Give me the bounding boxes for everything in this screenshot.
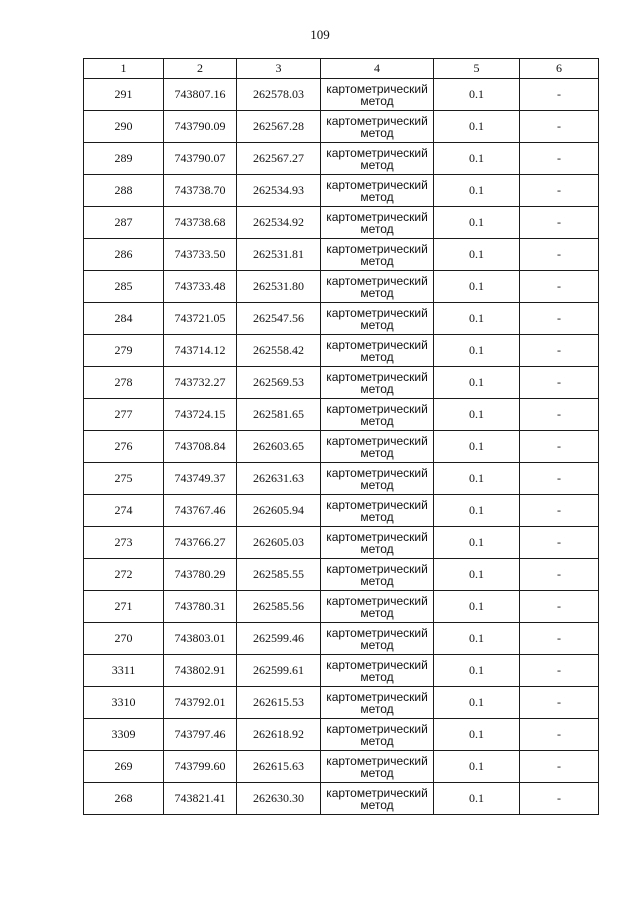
table-row xyxy=(84,655,599,687)
note-cell: - xyxy=(520,367,599,399)
accuracy-cell: 0.1 xyxy=(434,335,520,367)
table-row xyxy=(84,367,599,399)
note-cell: - xyxy=(520,111,599,143)
table-row xyxy=(84,687,599,719)
note-cell: - xyxy=(520,783,599,815)
accuracy-cell: 0.1 xyxy=(434,559,520,591)
point-number-cell: 279 xyxy=(84,335,164,367)
x-coordinate-cell: 743749.37 xyxy=(164,463,237,495)
accuracy-cell: 0.1 xyxy=(434,111,520,143)
y-coordinate-cell: 262599.46 xyxy=(237,623,321,655)
point-number-cell: 268 xyxy=(84,783,164,815)
table-row xyxy=(84,495,599,527)
x-coordinate-cell: 743799.60 xyxy=(164,751,237,783)
method-cell: картометрический метод xyxy=(321,655,434,687)
accuracy-cell: 0.1 xyxy=(434,495,520,527)
method-cell: картометрический метод xyxy=(321,175,434,207)
accuracy-cell: 0.1 xyxy=(434,367,520,399)
method-cell: картометрический метод xyxy=(321,271,434,303)
point-number-cell: 275 xyxy=(84,463,164,495)
accuracy-cell: 0.1 xyxy=(434,687,520,719)
table-row xyxy=(84,143,599,175)
y-coordinate-cell: 262605.03 xyxy=(237,527,321,559)
x-coordinate-cell: 743721.05 xyxy=(164,303,237,335)
header-row xyxy=(84,59,599,79)
y-coordinate-cell: 262567.27 xyxy=(237,143,321,175)
y-coordinate-cell: 262603.65 xyxy=(237,431,321,463)
method-cell: картометрический метод xyxy=(321,335,434,367)
note-cell: - xyxy=(520,751,599,783)
y-coordinate-cell: 262585.55 xyxy=(237,559,321,591)
table-row xyxy=(84,719,599,751)
y-coordinate-cell: 262558.42 xyxy=(237,335,321,367)
x-coordinate-cell: 743807.16 xyxy=(164,79,237,111)
coordinates-table xyxy=(83,58,599,815)
column-header-2: 2 xyxy=(164,59,237,79)
method-cell: картометрический метод xyxy=(321,79,434,111)
x-coordinate-cell: 743738.68 xyxy=(164,207,237,239)
note-cell: - xyxy=(520,655,599,687)
y-coordinate-cell: 262615.63 xyxy=(237,751,321,783)
y-coordinate-cell: 262581.65 xyxy=(237,399,321,431)
method-cell: картометрический метод xyxy=(321,591,434,623)
column-header-3: 3 xyxy=(237,59,321,79)
page-number: 109 xyxy=(310,27,330,42)
y-coordinate-cell: 262569.53 xyxy=(237,367,321,399)
x-coordinate-cell: 743724.15 xyxy=(164,399,237,431)
x-coordinate-cell: 743780.31 xyxy=(164,591,237,623)
x-coordinate-cell: 743738.70 xyxy=(164,175,237,207)
table-header xyxy=(84,59,599,79)
point-number-cell: 269 xyxy=(84,751,164,783)
point-number-cell: 270 xyxy=(84,623,164,655)
method-cell: картометрический метод xyxy=(321,559,434,591)
method-cell: картометрический метод xyxy=(321,143,434,175)
note-cell: - xyxy=(520,591,599,623)
method-cell: картометрический метод xyxy=(321,623,434,655)
accuracy-cell: 0.1 xyxy=(434,431,520,463)
note-cell: - xyxy=(520,239,599,271)
point-number-cell: 272 xyxy=(84,559,164,591)
y-coordinate-cell: 262630.30 xyxy=(237,783,321,815)
x-coordinate-cell: 743733.48 xyxy=(164,271,237,303)
x-coordinate-cell: 743732.27 xyxy=(164,367,237,399)
note-cell: - xyxy=(520,527,599,559)
x-coordinate-cell: 743797.46 xyxy=(164,719,237,751)
note-cell: - xyxy=(520,143,599,175)
x-coordinate-cell: 743803.01 xyxy=(164,623,237,655)
x-coordinate-cell: 743714.12 xyxy=(164,335,237,367)
table-row xyxy=(84,207,599,239)
table-row xyxy=(84,111,599,143)
column-header-5: 5 xyxy=(434,59,520,79)
table-row xyxy=(84,431,599,463)
x-coordinate-cell: 743767.46 xyxy=(164,495,237,527)
point-number-cell: 285 xyxy=(84,271,164,303)
accuracy-cell: 0.1 xyxy=(434,591,520,623)
accuracy-cell: 0.1 xyxy=(434,239,520,271)
accuracy-cell: 0.1 xyxy=(434,143,520,175)
point-number-cell: 290 xyxy=(84,111,164,143)
accuracy-cell: 0.1 xyxy=(434,783,520,815)
point-number-cell: 289 xyxy=(84,143,164,175)
y-coordinate-cell: 262599.61 xyxy=(237,655,321,687)
table-row xyxy=(84,463,599,495)
table-row xyxy=(84,751,599,783)
y-coordinate-cell: 262615.53 xyxy=(237,687,321,719)
x-coordinate-cell: 743790.09 xyxy=(164,111,237,143)
accuracy-cell: 0.1 xyxy=(434,623,520,655)
table-row xyxy=(84,559,599,591)
table-row xyxy=(84,783,599,815)
note-cell: - xyxy=(520,207,599,239)
note-cell: - xyxy=(520,463,599,495)
y-coordinate-cell: 262631.63 xyxy=(237,463,321,495)
point-number-cell: 274 xyxy=(84,495,164,527)
method-cell: картометрический метод xyxy=(321,431,434,463)
method-cell: картометрический метод xyxy=(321,303,434,335)
y-coordinate-cell: 262585.56 xyxy=(237,591,321,623)
point-number-cell: 277 xyxy=(84,399,164,431)
table-row xyxy=(84,303,599,335)
x-coordinate-cell: 743780.29 xyxy=(164,559,237,591)
note-cell: - xyxy=(520,719,599,751)
note-cell: - xyxy=(520,559,599,591)
x-coordinate-cell: 743733.50 xyxy=(164,239,237,271)
note-cell: - xyxy=(520,303,599,335)
table-row xyxy=(84,591,599,623)
method-cell: картометрический метод xyxy=(321,367,434,399)
accuracy-cell: 0.1 xyxy=(434,303,520,335)
note-cell: - xyxy=(520,175,599,207)
x-coordinate-cell: 743766.27 xyxy=(164,527,237,559)
accuracy-cell: 0.1 xyxy=(434,79,520,111)
note-cell: - xyxy=(520,687,599,719)
point-number-cell: 278 xyxy=(84,367,164,399)
point-number-cell: 3311 xyxy=(84,655,164,687)
method-cell: картометрический метод xyxy=(321,783,434,815)
table-body xyxy=(84,79,599,815)
y-coordinate-cell: 262567.28 xyxy=(237,111,321,143)
table-row xyxy=(84,239,599,271)
table-row xyxy=(84,79,599,111)
y-coordinate-cell: 262578.03 xyxy=(237,79,321,111)
point-number-cell: 284 xyxy=(84,303,164,335)
x-coordinate-cell: 743821.41 xyxy=(164,783,237,815)
note-cell: - xyxy=(520,495,599,527)
x-coordinate-cell: 743802.91 xyxy=(164,655,237,687)
table-row xyxy=(84,623,599,655)
note-cell: - xyxy=(520,335,599,367)
column-header-4: 4 xyxy=(321,59,434,79)
point-number-cell: 291 xyxy=(84,79,164,111)
note-cell: - xyxy=(520,431,599,463)
x-coordinate-cell: 743792.01 xyxy=(164,687,237,719)
method-cell: картометрический метод xyxy=(321,207,434,239)
y-coordinate-cell: 262531.81 xyxy=(237,239,321,271)
y-coordinate-cell: 262547.56 xyxy=(237,303,321,335)
note-cell: - xyxy=(520,623,599,655)
method-cell: картометрический метод xyxy=(321,111,434,143)
method-cell: картометрический метод xyxy=(321,463,434,495)
method-cell: картометрический метод xyxy=(321,239,434,271)
method-cell: картометрический метод xyxy=(321,687,434,719)
note-cell: - xyxy=(520,399,599,431)
point-number-cell: 273 xyxy=(84,527,164,559)
y-coordinate-cell: 262605.94 xyxy=(237,495,321,527)
point-number-cell: 276 xyxy=(84,431,164,463)
method-cell: картометрический метод xyxy=(321,399,434,431)
point-number-cell: 3310 xyxy=(84,687,164,719)
point-number-cell: 287 xyxy=(84,207,164,239)
accuracy-cell: 0.1 xyxy=(434,207,520,239)
y-coordinate-cell: 262531.80 xyxy=(237,271,321,303)
table-row xyxy=(84,335,599,367)
accuracy-cell: 0.1 xyxy=(434,271,520,303)
accuracy-cell: 0.1 xyxy=(434,463,520,495)
accuracy-cell: 0.1 xyxy=(434,175,520,207)
x-coordinate-cell: 743708.84 xyxy=(164,431,237,463)
point-number-cell: 288 xyxy=(84,175,164,207)
accuracy-cell: 0.1 xyxy=(434,527,520,559)
table-row xyxy=(84,271,599,303)
column-header-1: 1 xyxy=(84,59,164,79)
x-coordinate-cell: 743790.07 xyxy=(164,143,237,175)
accuracy-cell: 0.1 xyxy=(434,719,520,751)
point-number-cell: 3309 xyxy=(84,719,164,751)
accuracy-cell: 0.1 xyxy=(434,399,520,431)
column-header-6: 6 xyxy=(520,59,599,79)
method-cell: картометрический метод xyxy=(321,719,434,751)
table-row xyxy=(84,399,599,431)
accuracy-cell: 0.1 xyxy=(434,655,520,687)
method-cell: картометрический метод xyxy=(321,495,434,527)
point-number-cell: 286 xyxy=(84,239,164,271)
point-number-cell: 271 xyxy=(84,591,164,623)
y-coordinate-cell: 262618.92 xyxy=(237,719,321,751)
method-cell: картометрический метод xyxy=(321,751,434,783)
table-row xyxy=(84,175,599,207)
method-cell: картометрический метод xyxy=(321,527,434,559)
y-coordinate-cell: 262534.93 xyxy=(237,175,321,207)
y-coordinate-cell: 262534.92 xyxy=(237,207,321,239)
table-row xyxy=(84,527,599,559)
accuracy-cell: 0.1 xyxy=(434,751,520,783)
note-cell: - xyxy=(520,271,599,303)
note-cell: - xyxy=(520,79,599,111)
